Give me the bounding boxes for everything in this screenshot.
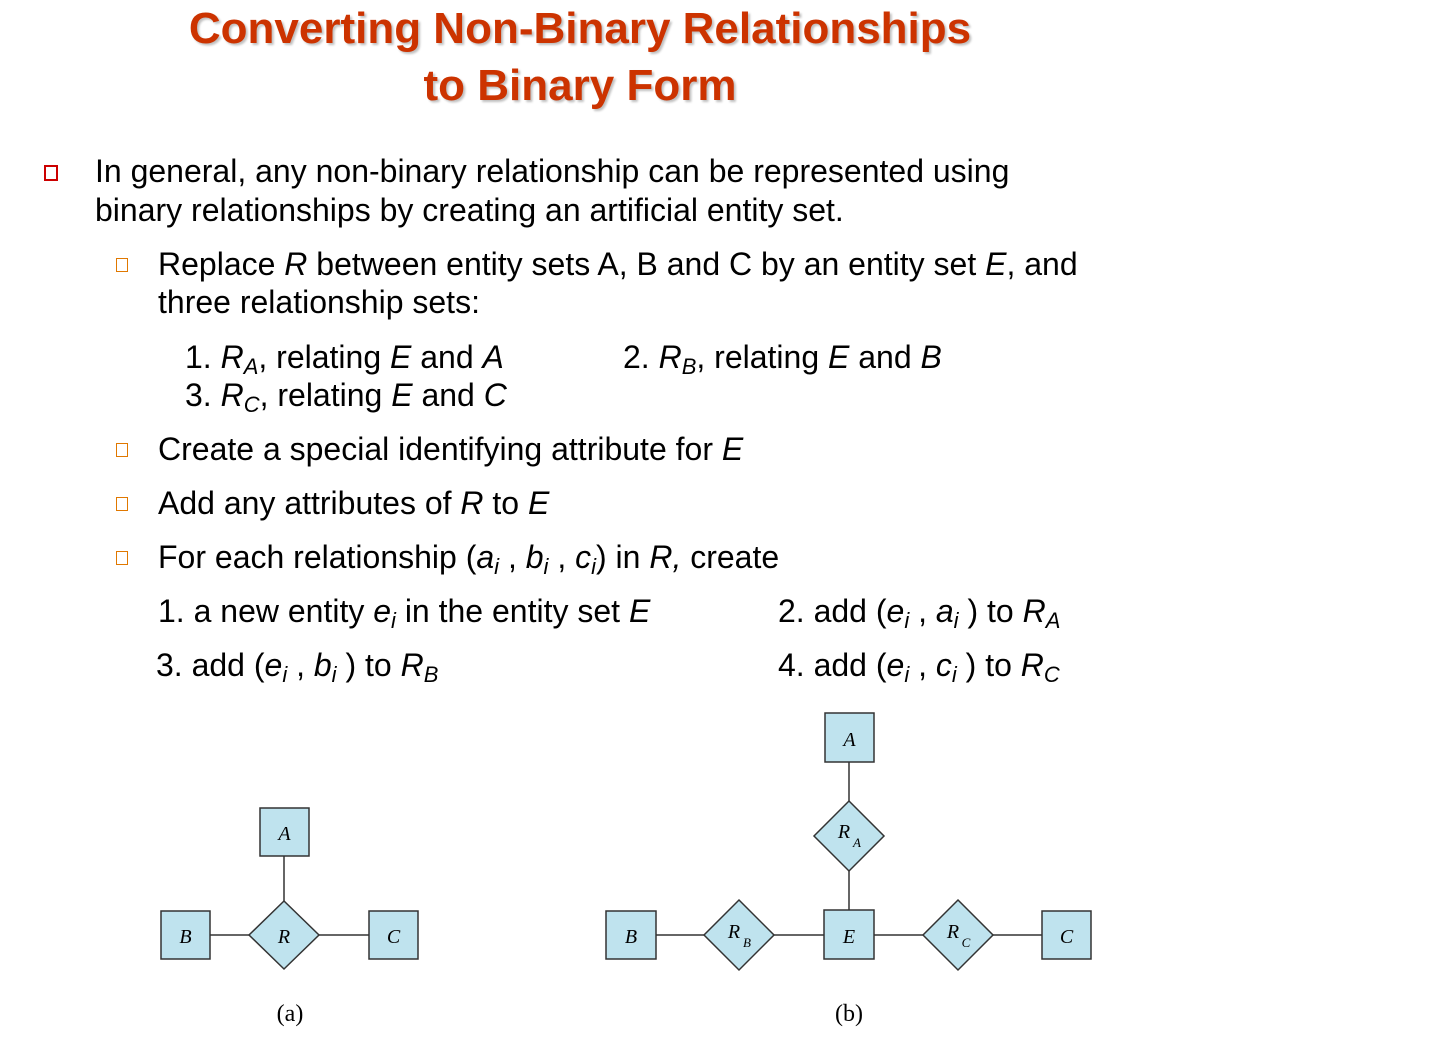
entity-a-C-label: C	[386, 926, 401, 948]
relationship-a-R-label: R	[277, 926, 291, 948]
connector-lines	[210, 762, 1042, 935]
sub2-text: Create a special identifying attribute for E	[158, 431, 744, 467]
bullet1-line2: binary relationships by creating an artificial entity set.	[95, 192, 844, 228]
sub1-item3: 3. $R_C$, relating E and C	[185, 377, 507, 417]
relationship-b-RB-sub: B	[743, 935, 751, 950]
caption-b: (b)	[835, 1001, 863, 1027]
sub1-line2: three relationship sets:	[158, 284, 480, 320]
sub1-item1: 1. $R_A$, relating E and A	[185, 339, 504, 379]
sub4-item4: 4. add ($e_i$ , $c_i$ ) to $R_C$	[778, 647, 1060, 687]
sub4-item1: 1. a new entity $e_i$ in the entity set E	[158, 593, 651, 633]
sub1-line1: Replace R between entity sets A, B and C by an entity set E, and	[158, 246, 1078, 282]
sub4-item2: 2. add ($e_i$ , $a_i$ ) to $R_A$	[778, 593, 1061, 633]
relationship-b-RA-sub: A	[853, 835, 861, 850]
entity-b-B-label: B	[624, 926, 638, 948]
sub1-item2: 2. $R_B$, relating E and B	[623, 339, 942, 379]
relationship-b-RA-label: R	[837, 821, 851, 843]
bullet1-line1: In general, any non-binary relationship can be represented using	[95, 153, 1010, 189]
entity-b-C-label: C	[1059, 926, 1074, 948]
entity-b-A-label: A	[843, 729, 856, 751]
sub3-text: Add any attributes of R to E	[158, 485, 550, 521]
entity-a-A-label: A	[278, 823, 291, 845]
caption-a: (a)	[276, 1001, 304, 1027]
page-title-line1: Converting Non-Binary Relationships	[188, 4, 972, 53]
sub4-text: For each relationship ($a_i$ , $b_i$ , $c_i$) in R, create	[158, 539, 780, 579]
entity-b-E-label: E	[842, 926, 856, 948]
entity-a-B-label: B	[179, 926, 192, 948]
relationship-b-RC-label: R	[946, 921, 960, 943]
page-title-line2: to Binary Form	[423, 61, 737, 110]
sub4-item3: 3. add ($e_i$ , $b_i$ ) to $R_B$	[156, 647, 439, 687]
relationship-b-RB-label: R	[727, 921, 741, 943]
relationship-b-RC-sub: C	[961, 935, 971, 950]
